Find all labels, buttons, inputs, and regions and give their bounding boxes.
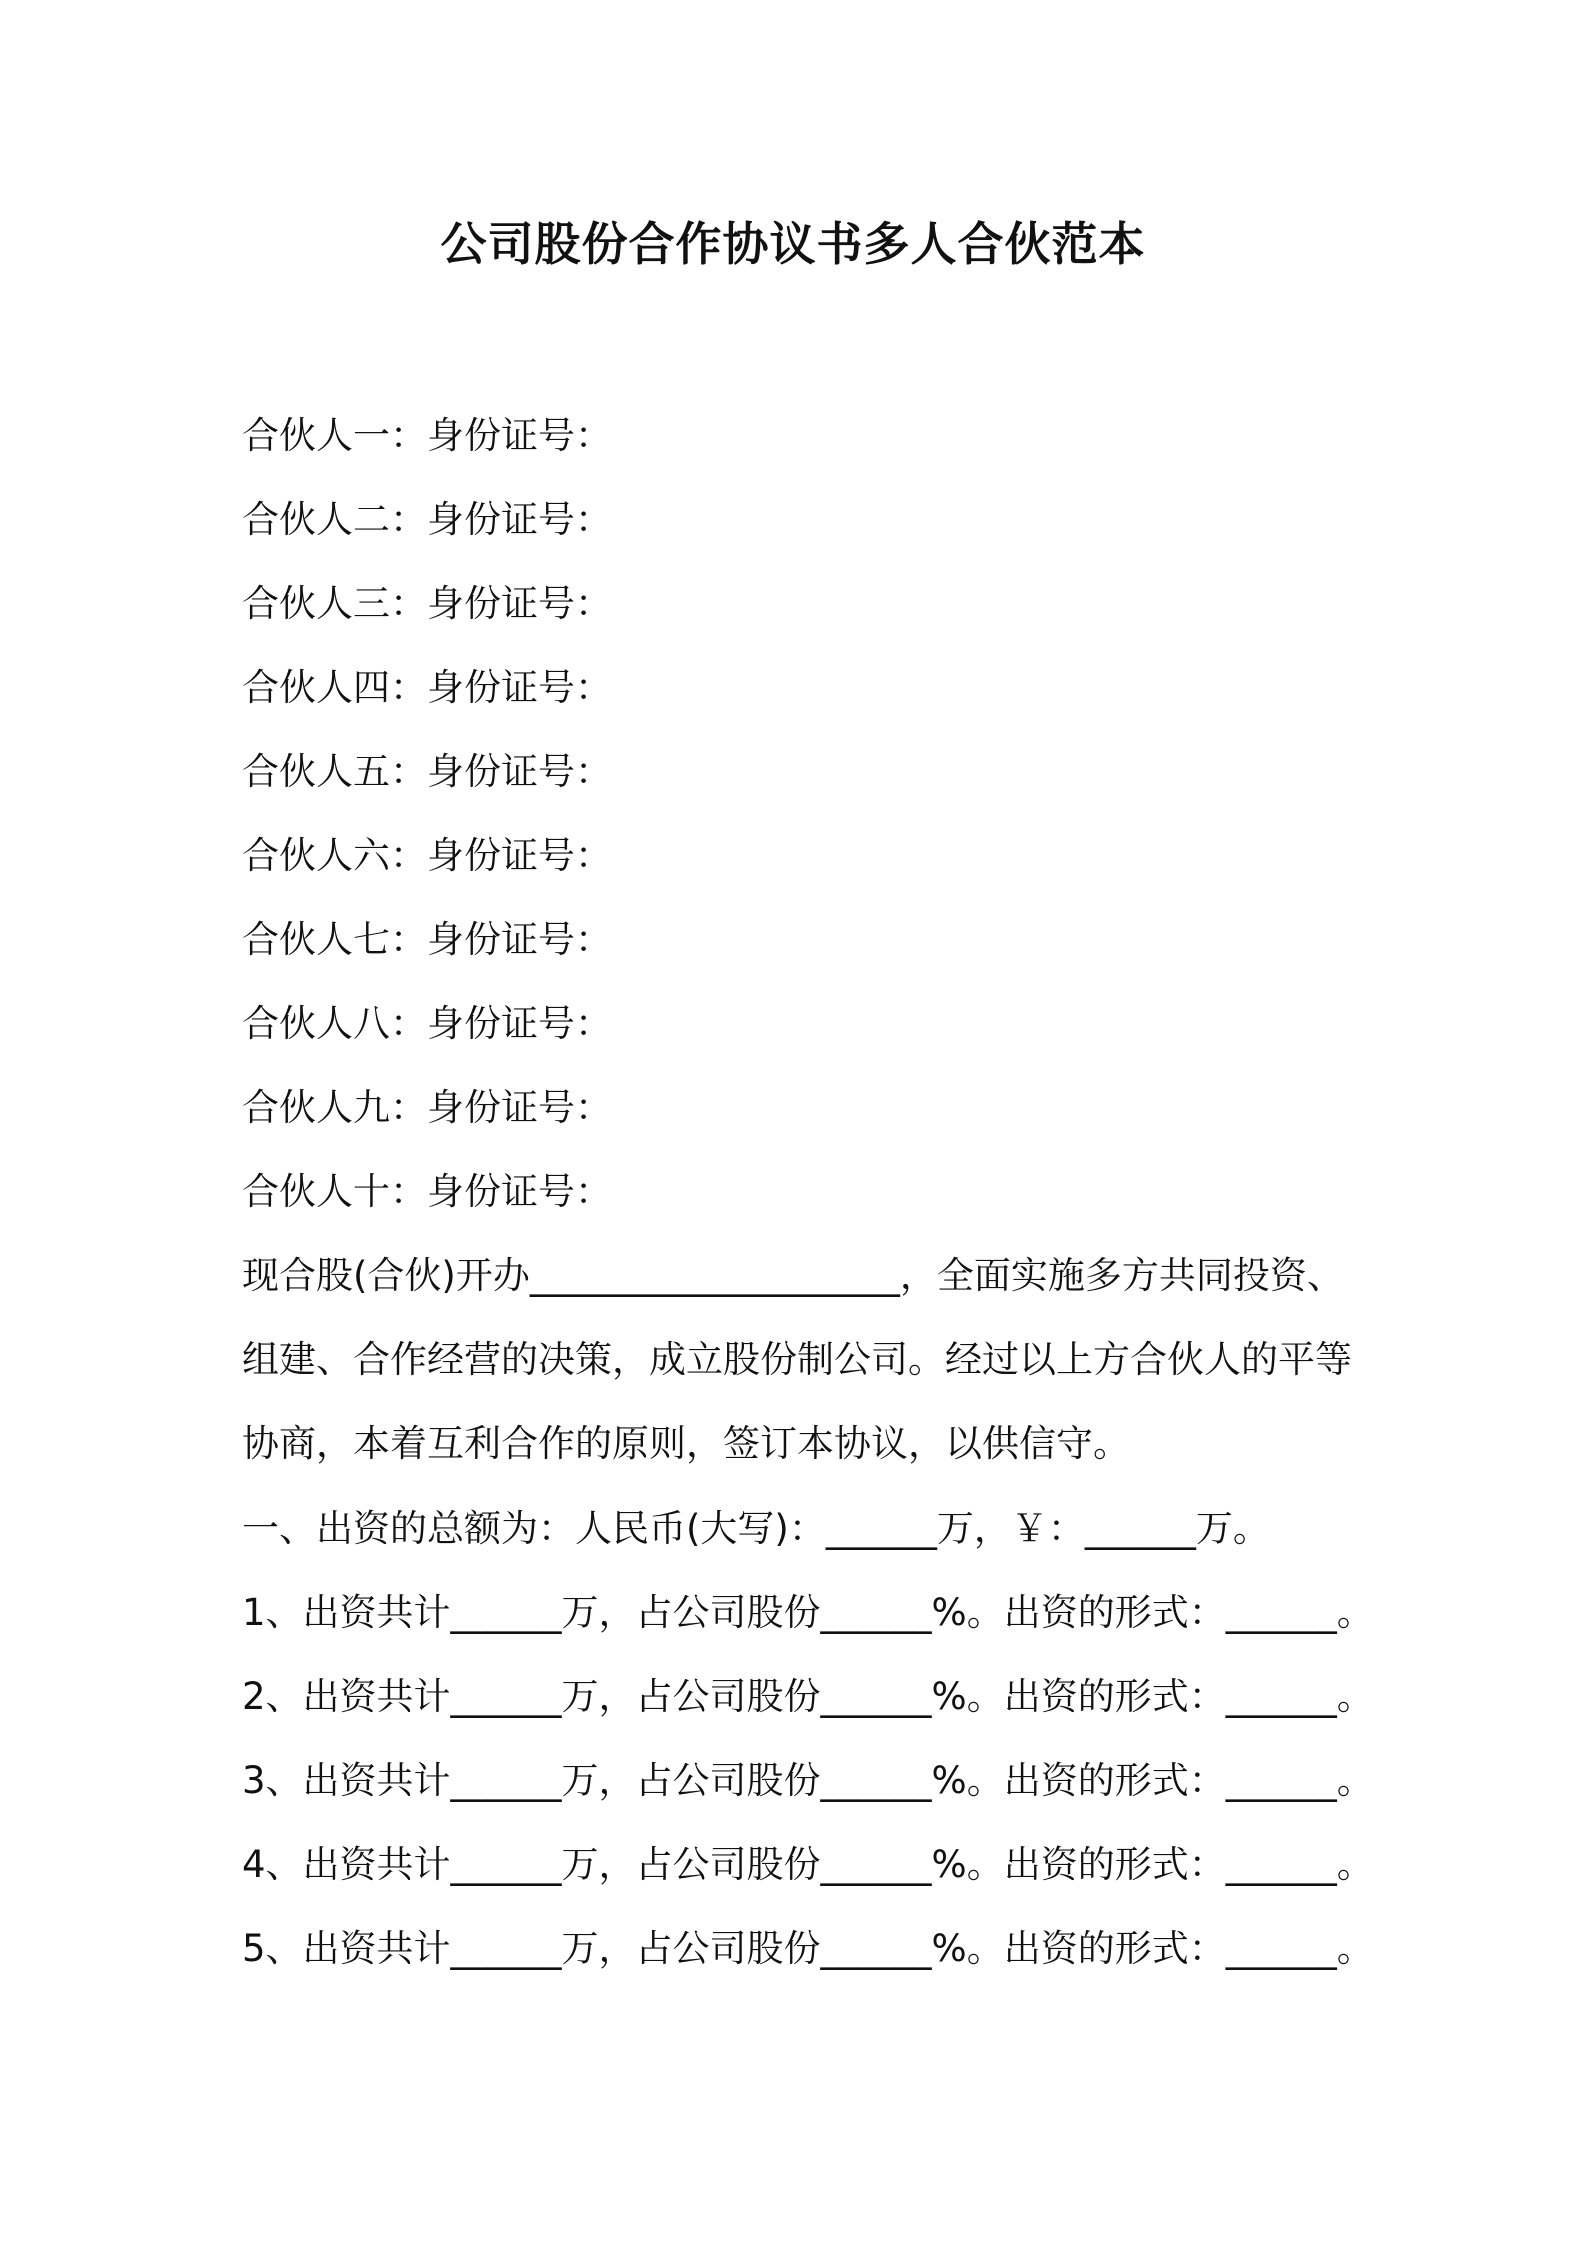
contribution-line: 5、出资共计______万，占公司股份______%。出资的形式：______。 bbox=[242, 1927, 1374, 1970]
document-title: 公司股份合作协议书多人合伙范本 bbox=[440, 217, 1146, 271]
intro-paragraph bbox=[242, 1250, 1382, 1502]
partner-list bbox=[242, 410, 1382, 1250]
total-investment-line: 一、出资的总额为：人民币(大写)：______万，￥：______万。 bbox=[242, 1507, 1270, 1550]
contribution-line: 2、出资共计______万，占公司股份______%。出资的形式：______。 bbox=[242, 1675, 1374, 1718]
contribution-line: 3、出资共计______万，占公司股份______%。出资的形式：______。 bbox=[242, 1759, 1374, 1802]
contribution-line: 4、出资共计______万，占公司股份______%。出资的形式：______。 bbox=[242, 1843, 1374, 1886]
partner-line: 合伙人九：身份证号： bbox=[242, 1086, 612, 1129]
partner-line: 合伙人一：身份证号： bbox=[242, 414, 612, 457]
partner-line: 合伙人四：身份证号： bbox=[242, 666, 612, 709]
investment-clauses bbox=[242, 1503, 1382, 2007]
intro-line: 现合股(合伙)开办____________________，全面实施多方共同投资、 bbox=[242, 1254, 1344, 1297]
contribution-line: 1、出资共计______万，占公司股份______%。出资的形式：______。 bbox=[242, 1591, 1374, 1634]
intro-line: 协商，本着互利合作的原则，签订本协议，以供信守。 bbox=[242, 1422, 1130, 1465]
partner-line: 合伙人二：身份证号： bbox=[242, 498, 612, 541]
partner-line: 合伙人七：身份证号： bbox=[242, 918, 612, 961]
partner-line: 合伙人八：身份证号： bbox=[242, 1002, 612, 1045]
partner-line: 合伙人十：身份证号： bbox=[242, 1170, 612, 1213]
partner-line: 合伙人三：身份证号： bbox=[242, 582, 612, 625]
intro-line: 组建、合作经营的决策，成立股份制公司。经过以上方合伙人的平等 bbox=[242, 1338, 1352, 1381]
partner-line: 合伙人五：身份证号： bbox=[242, 750, 612, 793]
partner-line: 合伙人六：身份证号： bbox=[242, 834, 612, 877]
